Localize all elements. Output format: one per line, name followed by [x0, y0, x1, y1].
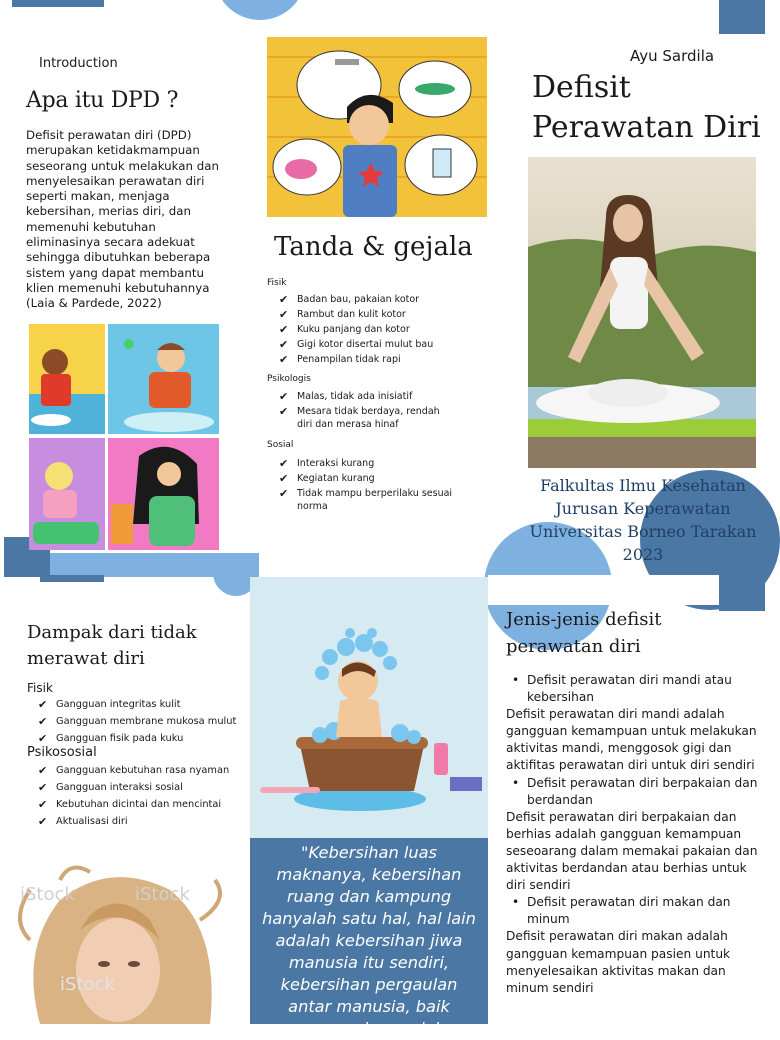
list-item: ✔ Malas, tidak ada inisiatif — [279, 390, 413, 403]
check-icon: ✔ — [38, 781, 48, 794]
istock-watermark: iStock — [135, 884, 190, 905]
section-title-apa-itu-dpd: Apa itu DPD ? — [26, 88, 179, 113]
list-item: ✔ Aktualisasi diri — [38, 815, 128, 828]
list-psikologis — [279, 390, 449, 433]
check-icon: ✔ — [279, 487, 289, 500]
check-icon: ✔ — [38, 732, 48, 745]
section-title-jenis: Jenis-jenis defisit perawatan diri — [506, 609, 662, 657]
list-sosial — [279, 457, 459, 515]
dampak-psikososial-list — [38, 763, 248, 831]
list-item: ✔ Rambut dan kulit kotor — [279, 308, 406, 321]
check-icon: ✔ — [279, 390, 289, 403]
check-icon: ✔ — [279, 457, 289, 470]
section-title-dampak: Dampak dari tidak merawat diri — [27, 622, 197, 669]
check-icon: ✔ — [279, 405, 289, 418]
check-icon: ✔ — [279, 323, 289, 336]
university-name: Universitas Borneo Tarakan — [529, 522, 757, 541]
list-item: ✔ Interaksi kurang — [279, 457, 375, 470]
section-title-tanda-gejala: Tanda & gejala — [274, 232, 473, 262]
quote-box — [250, 838, 488, 1038]
list-item: ✔ Gangguan integritas kulit — [38, 698, 181, 711]
white-cut — [488, 575, 719, 605]
circle-top-center — [214, 0, 306, 20]
list-item: ✔ Kebutuhan dicintai dan mencintai — [38, 798, 222, 811]
quote-text: "Kebersihan luas maknanya, kebersihan ruang dan kampung hanyalah satu hal, hal lain adalah kebersihan jiwa manusia itu sendiri, kebersihan pergaulan antar manusia, baik secara dan sosial — [262, 843, 476, 1038]
intro-paragraph: Defisit perawatan diri (DPD) merupakan ketidakmampuan seseorang untuk melakukan dan menyelesaikan perawatan diri seperti makan, menjaga kebersihan, merias diri, dan memenuhi kebutuhan eliminasinya secara adekuat sehingga dibutuhkan beberapa sistem yang dapat membantu klien memenuhi kebutuhannya (Laia & Pardede, 2022) — [26, 128, 219, 311]
yoga-photo — [528, 157, 756, 468]
paragraph-berpakaian: Defisit perawatan diri berpakaian dan berhias adalah gangguan kemampuan seseoarang dalam memakai pakaian dan aktivitas berdandan atau berhias untuk diri sendiri — [506, 809, 758, 893]
check-icon: ✔ — [279, 293, 289, 306]
bullet-mandi: • Defisit perawatan diri mandi atau kebersihan — [506, 672, 758, 706]
list-item: ✔ Kegiatan kurang — [279, 472, 375, 485]
main-title — [532, 68, 768, 148]
category-fisik: Fisik — [267, 278, 287, 288]
jenis-content — [506, 672, 758, 997]
bullet-makan: • Defisit perawatan diri makan dan minum — [506, 894, 758, 928]
main-title-line1: Defisit — [532, 70, 631, 105]
list-item: ✔ Gigi kotor disertai mulut bau — [279, 338, 434, 351]
list-item: ✔ Gangguan membrane mukosa mulut — [38, 715, 237, 728]
dampak-fisik-list — [38, 697, 248, 748]
dampak-fisik-label: Fisik — [27, 681, 53, 695]
category-psikologis: Psikologis — [267, 374, 311, 384]
istock-watermark: iStock — [60, 974, 115, 995]
category-sosial: Sosial — [267, 440, 294, 450]
dampak-psikososial-label: Psikososial — [27, 745, 97, 760]
check-icon: ✔ — [38, 698, 48, 711]
check-icon: ✔ — [38, 764, 48, 777]
check-icon: ✔ — [279, 353, 289, 366]
year: 2023 — [622, 545, 664, 564]
faculty-info — [520, 474, 766, 566]
list-item: ✔ Gangguan fisik pada kuku — [38, 732, 184, 745]
square-top-right — [719, 0, 765, 34]
check-icon: ✔ — [279, 472, 289, 485]
child-bathing-illustration — [250, 577, 488, 838]
paragraph-makan: Defisit perawatan diri makan adalah gangguan kemampuan pasien untuk menyelesaikan aktivitas makan dan minum sendiri — [506, 929, 731, 995]
bar-mid-left-under — [40, 575, 104, 582]
list-item: ✔ Tidak mampu berperilaku sesuai norma — [279, 487, 453, 512]
comic-hygiene-illustration — [29, 324, 219, 550]
list-fisik — [279, 293, 479, 368]
list-item: ✔ Gangguan interaksi sosial — [38, 781, 183, 794]
main-title-line2: Perawatan Diri — [532, 110, 761, 145]
list-item: ✔ Gangguan kebutuhan rasa nyaman — [38, 764, 230, 777]
faculty-name: Falkultas Ilmu Kesehatan — [540, 476, 746, 495]
paragraph-mandi: Defisit perawatan diri mandi adalah gangguan kemampuan untuk melakukan aktivitas mandi, menggosok gigi dan aktifitas perawatan diri untuk diri sendiri — [506, 707, 757, 773]
check-icon: ✔ — [38, 715, 48, 728]
department-name: Jurusan Keperawatan — [555, 499, 731, 518]
check-icon: ✔ — [38, 798, 48, 811]
check-icon: ✔ — [279, 338, 289, 351]
list-item: ✔ Kuku panjang dan kotor — [279, 323, 410, 336]
corner-bar-top-left — [12, 0, 104, 7]
intro-label: Introduction — [39, 56, 118, 71]
istock-watermark: iStock — [20, 884, 75, 905]
bullet-berpakaian: • Defisit perawatan diri berpakaian dan berdandan — [506, 775, 758, 809]
list-item: ✔ Penampilan tidak rapi — [279, 353, 401, 366]
messy-hair-woman-photo — [0, 860, 248, 1024]
list-item: ✔ Mesara tidak berdaya, rendah diri dan merasa hinaf — [279, 405, 440, 430]
check-icon: ✔ — [279, 308, 289, 321]
list-item: ✔ Badan bau, pakaian kotor — [279, 293, 420, 306]
author-name: Ayu Sardila — [630, 47, 715, 65]
child-hygiene-illustration — [267, 37, 487, 217]
check-icon: ✔ — [38, 815, 48, 828]
